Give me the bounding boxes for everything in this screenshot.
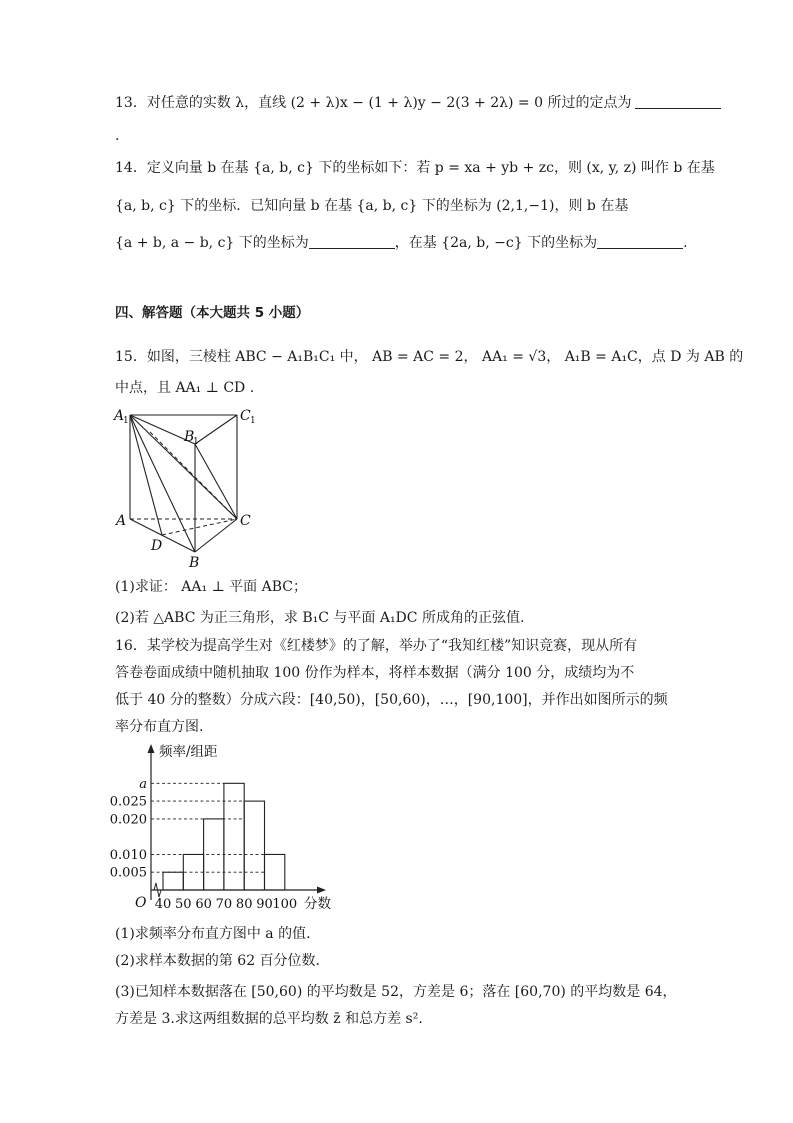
edge-d-c-hidden [162,519,237,535]
q15-line1: 15．如图，三棱柱 ABC − A₁B₁C₁ 中， AB = AC = 2， AA₁ = √3， A₁B = A₁C，点 D 为 AB 的 [115,349,744,365]
label-a1-sub: 1 [123,416,129,426]
x-tick-label: 80 [235,897,253,912]
x-axis-arrow [317,887,326,894]
q14-answer-blank-1 [309,234,395,249]
x-tick-label: 100 [272,897,298,912]
x-tick-label: 50 [175,897,192,912]
edge-a-b [130,519,195,552]
label-c1: C [240,408,251,424]
frequency-histogram [110,742,350,920]
section-heading: 四、解答题（本大题共 5 小题） [115,305,310,321]
y-tick-label: 0.025 [110,794,147,810]
q14-line3-part1: {a + b, a − b, c} 下的坐标为 [115,235,309,251]
q13-tail: . [115,128,120,144]
label-d: D [151,538,163,554]
q14-line1: 14．定义向量 b 在基 {a, b, c} 下的坐标如下：若 p = xa + yb + zc，则 (x, y, z) 叫作 b 在基 [115,160,715,176]
q16-sub4: 方差是 3.求这两组数据的总平均数 z̄ 和总方差 s². [115,1011,423,1027]
q16-line2: 答卷卷面成绩中随机抽取 100 份作为样本，将样本数据（满分 100 分，成绩均为不 [115,665,635,681]
histogram-bar [163,872,183,890]
edge-a1-d [130,415,162,535]
y-tick-label: 0.010 [110,847,147,863]
x-tick-label: 90 [256,897,273,912]
q16-sub1: (1)求频率分布直方图中 a 的值. [115,926,311,942]
label-b1-sub: 1 [193,437,199,447]
edge-b1-c [195,444,237,519]
y-axis-label: 频率/组距 [159,744,218,760]
label-a1: A [114,408,125,424]
label-b1: B [184,429,195,445]
x-tick-label: 70 [215,897,233,912]
label-c1-sub: 1 [250,416,256,426]
y-tick-label: 0.020 [110,812,147,828]
q14-line3-tail: . [683,235,688,251]
label-c: C [240,513,251,529]
q13-text: 13．对任意的实数 λ，直线 (2 + λ)x − (1 + λ)y − 2(3 + 2λ) = 0 所过的定点为 [115,95,632,111]
q14-line3-part2: ，在基 {2a, b, −c} 下的坐标为 [394,235,598,251]
q16-line3: 低于 40 分的整数）分成六段：[40,50)，[50,60)，…，[90,100]，并作出如图所示的频 [115,692,668,708]
edge-b1-c1 [195,415,237,444]
y-tick-label: a [139,776,147,792]
q14-line3 [115,233,688,253]
histogram-bar [244,801,264,890]
y-tick-label: 0.005 [110,865,147,881]
prism-figure [112,404,262,572]
q16-line4: 率分布直方图. [115,719,204,735]
x-tick-label: 60 [195,897,212,912]
edge-b-c [195,519,237,552]
q16-line1: 16．某学校为提高学生对《红楼梦》的了解，举办了“我知红楼”知识竞赛，现从所有 [115,638,638,654]
q14-answer-blank-2 [597,234,683,249]
q13-answer-blank [635,94,721,109]
q15-sub2: (2)若 △ABC 为正三角形，求 B₁C 与平面 A₁DC 所成角的正弦值. [115,610,525,626]
x-tick-label: 40 [154,897,172,912]
x-axis-label: 分数 [304,896,331,912]
q14-line2: {a, b, c} 下的坐标．已知向量 b 在基 {a, b, c} 下的坐标为 (2,1,−1)，则 b 在基 [115,198,629,214]
q13-line [115,93,721,113]
label-a: A [116,513,127,529]
q16-sub2: (2)求样本数据的第 62 百分位数. [115,953,320,969]
q15-line2: 中点，且 AA₁ ⊥ CD . [115,380,255,396]
q15-sub1: (1)求证： AA₁ ⊥ 平面 ABC； [115,579,308,595]
q16-sub3: (3)已知样本数据落在 [50,60) 的平均数是 52，方差是 6；落在 [60,70) 的平均数是 64， [115,984,677,1000]
origin-label: O [135,895,147,911]
y-axis-arrow [148,744,155,753]
histogram-bar [224,783,244,890]
label-b: B [189,555,200,571]
histogram-bar [265,854,285,890]
